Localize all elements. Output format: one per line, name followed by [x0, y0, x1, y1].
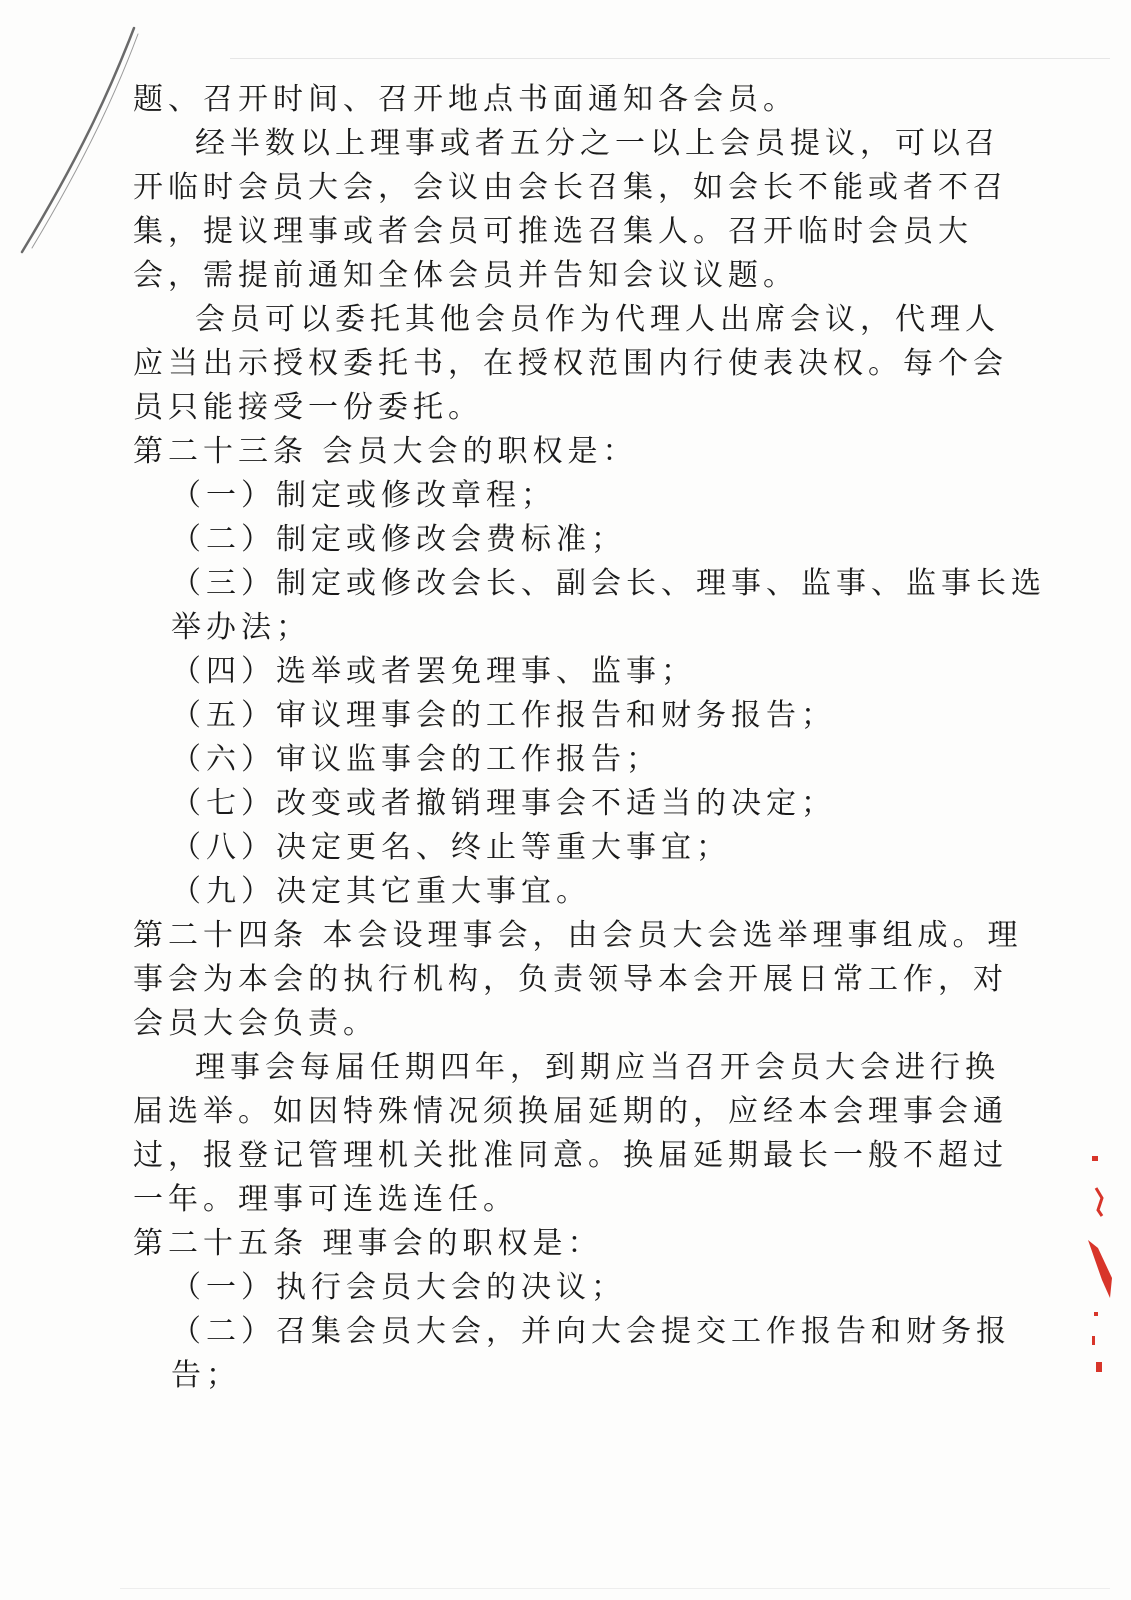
text-line: 应当出示授权委托书，在授权范围内行使表决权。每个会 — [133, 346, 1008, 381]
list-item: （一）执行会员大会的决议； — [171, 1270, 626, 1305]
list-item: （四）选举或者罢免理事、监事； — [171, 654, 696, 689]
text-line: 届选举。如因特殊情况须换届延期的，应经本会理事会通 — [133, 1094, 1008, 1129]
list-item-continuation: 举办法； — [171, 610, 311, 645]
list-item: （九）决定其它重大事宜。 — [171, 874, 591, 909]
list-item: （一）制定或修改章程； — [171, 478, 556, 513]
article-heading: 第二十三条 会员大会的职权是： — [133, 434, 638, 469]
document-body — [133, 78, 1046, 1398]
list-item: （二）制定或修改会费标准； — [171, 522, 626, 557]
text-line: 员只能接受一份委托。 — [133, 390, 483, 425]
text-line: 题、召开时间、召开地点书面通知各会员。 — [133, 82, 798, 117]
paragraph-first-line: 理事会每届任期四年，到期应当召开会员大会进行换 — [195, 1050, 1000, 1085]
text-line: 会员大会负责。 — [133, 1006, 378, 1041]
text-line: 过，报登记管理机关批准同意。换届延期最长一般不超过 — [133, 1138, 1008, 1173]
scan-edge-bottom — [120, 1588, 1110, 1589]
list-item: （二）召集会员大会，并向大会提交工作报告和财务报 — [171, 1314, 1011, 1349]
paragraph-first-line: 会员可以委托其他会员作为代理人出席会议，代理人 — [195, 302, 1000, 337]
list-item: （八）决定更名、终止等重大事宜； — [171, 830, 731, 865]
text-line: 一年。理事可连选连任。 — [133, 1182, 518, 1217]
article-heading: 第二十四条 本会设理事会，由会员大会选举理事组成。理 — [133, 918, 1023, 953]
list-item: （六）审议监事会的工作报告； — [171, 742, 661, 777]
text-line: 事会为本会的执行机构，负责领导本会开展日常工作，对 — [133, 962, 1008, 997]
list-item: （五）审议理事会的工作报告和财务报告； — [171, 698, 836, 733]
scan-edge-top — [230, 58, 1110, 59]
list-item: （三）制定或修改会长、副会长、理事、监事、监事长选 — [171, 566, 1046, 601]
text-line: 集，提议理事或者会员可推选召集人。召开临时会员大 — [133, 214, 973, 249]
text-line: 会，需提前通知全体会员并告知会议议题。 — [133, 258, 798, 293]
text-line: 开临时会员大会，会议由会长召集，如会长不能或者不召 — [133, 170, 1008, 205]
paragraph-first-line: 经半数以上理事或者五分之一以上会员提议，可以召 — [195, 126, 1000, 161]
list-item-continuation: 告； — [171, 1358, 241, 1393]
list-item: （七）改变或者撤销理事会不适当的决定； — [171, 786, 836, 821]
article-heading: 第二十五条 理事会的职权是： — [133, 1226, 603, 1261]
seal-edge-mark — [1086, 1140, 1116, 1400]
